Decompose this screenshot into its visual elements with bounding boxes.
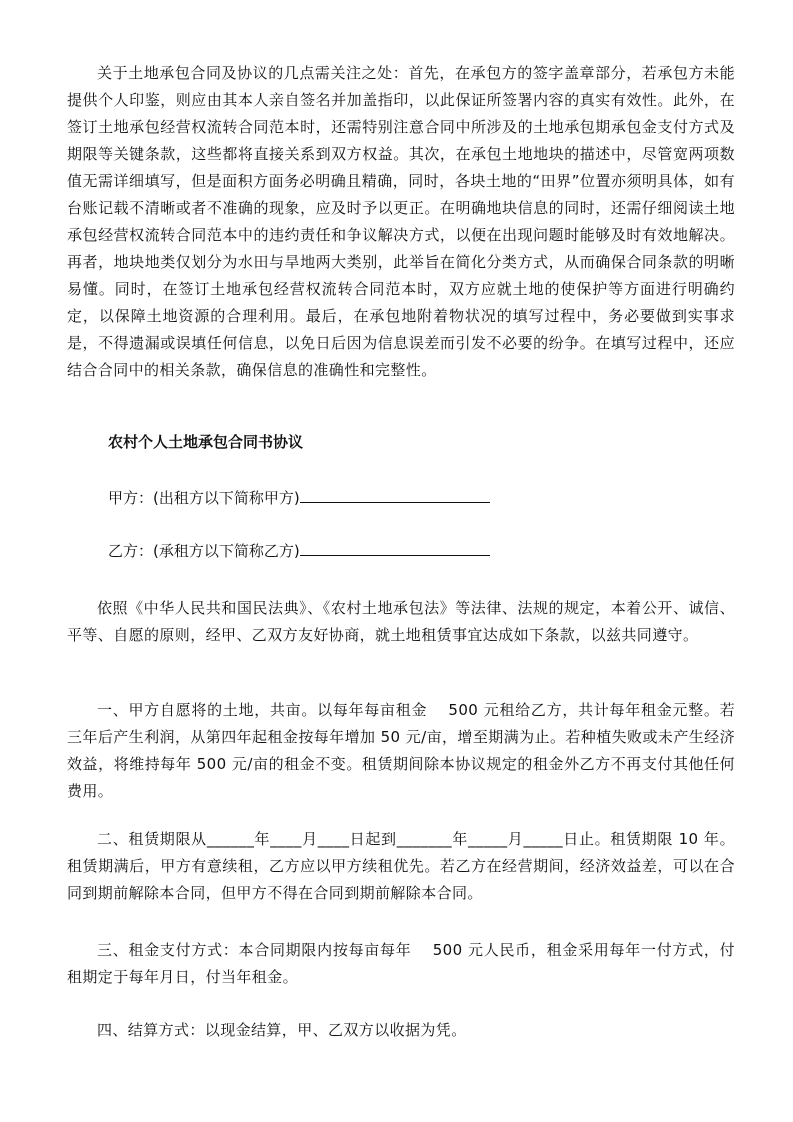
intro-paragraph: 关于土地承包合同及协议的几点需关注之处：首先，在承包方的签字盖章部分，若承包方未能提供个人印鉴，则应由其本人亲自签名并加盖指印，以此保证所签署内容的真实有效性。此外，在签订土地承包经营权流转合同范本时，还需特别注意合同中所涉及的土地承包期承包金支付方式及期限等关键条款，这些都将直接关系到双方权益。其次，在承包土地地块的描述中，尽管宽两项数值无需详细填写，但是面积方面务必明确且精确，同时，各块土地的“田界”位置亦须明具体，如有台账记载不清晰或者不准确的现象，应及时予以更正。在明确地块信息的同时，还需仔细阅读土地承包经营权流转合同范本中的违约责任和争议解决方式，以便在出现问题时能够及时有效地解决。再者，地块地类仅划分为水田与旱地两大类别，此举旨在简化分类方式，从而确保合同条款的明晰易懂。同时，在签订土地承包经营权流转合同范本时，双方应就土地的使保护等方面进行明确约定，以保障土地资源的合理利用。最后，在承包地附着物状况的填写过程中，务必要做到实事求是，不得遗漏或误填任何信息，以免日后因为信息误差而引发不必要的纷争。在填写过程中，还应结合合同中的相关条款，确保信息的准确性和完整性。 — [67, 64, 735, 379]
party-b-line — [108, 538, 490, 565]
party-a-label: 甲方：(出租方以下简称甲方) — [108, 489, 300, 507]
party-b-blank — [300, 538, 490, 556]
preamble-paragraph: 依照《中华人民共和国民法典》、《农村土地承包法》等法律、法规的规定，本着公开、诚信、平等、自愿的原则，经甲、乙双方友好协商，就土地租赁事宜达成如下条款，以兹共同遵守。 — [67, 599, 735, 644]
clause-4: 四、结算方式：以现金结算，甲、乙双方以收据为凭。 — [97, 1021, 467, 1039]
clause-2: 二、租赁期限从______年____月____日起到_______年_____月_____日止。租赁期限 10 年。租赁期满后，甲方有意续租，乙方应以甲方续租优先。若乙方在经营期间，经济效益差，可以在合同到期前解除本合同，但甲方不得在合同到期前解除本合同。 — [67, 830, 735, 902]
party-b-label: 乙方：(承租方以下简称乙方) — [108, 542, 300, 560]
party-a-line — [108, 485, 490, 512]
clause-1: 一、甲方自愿将的土地，共亩。以每年每亩租金 500 元租给乙方，共计每年租金元整。若三年后产生利润，从第四年起租金按每年增加 50 元/亩，增至期满为止。若种植失败或未产生经济效益，将维持每年 500 元/亩的租金不变。租赁期间除本协议规定的租金外乙方不再支付其他任何费用。 — [67, 701, 735, 800]
clause-3: 三、租金支付方式：本合同期限内按每亩每年 500 元人民币，租金采用每年一付方式，付租期定于每年月日，付当年租金。 — [67, 941, 735, 986]
party-a-blank — [300, 485, 490, 503]
contract-title: 农村个人土地承包合同书协议 — [108, 433, 304, 451]
